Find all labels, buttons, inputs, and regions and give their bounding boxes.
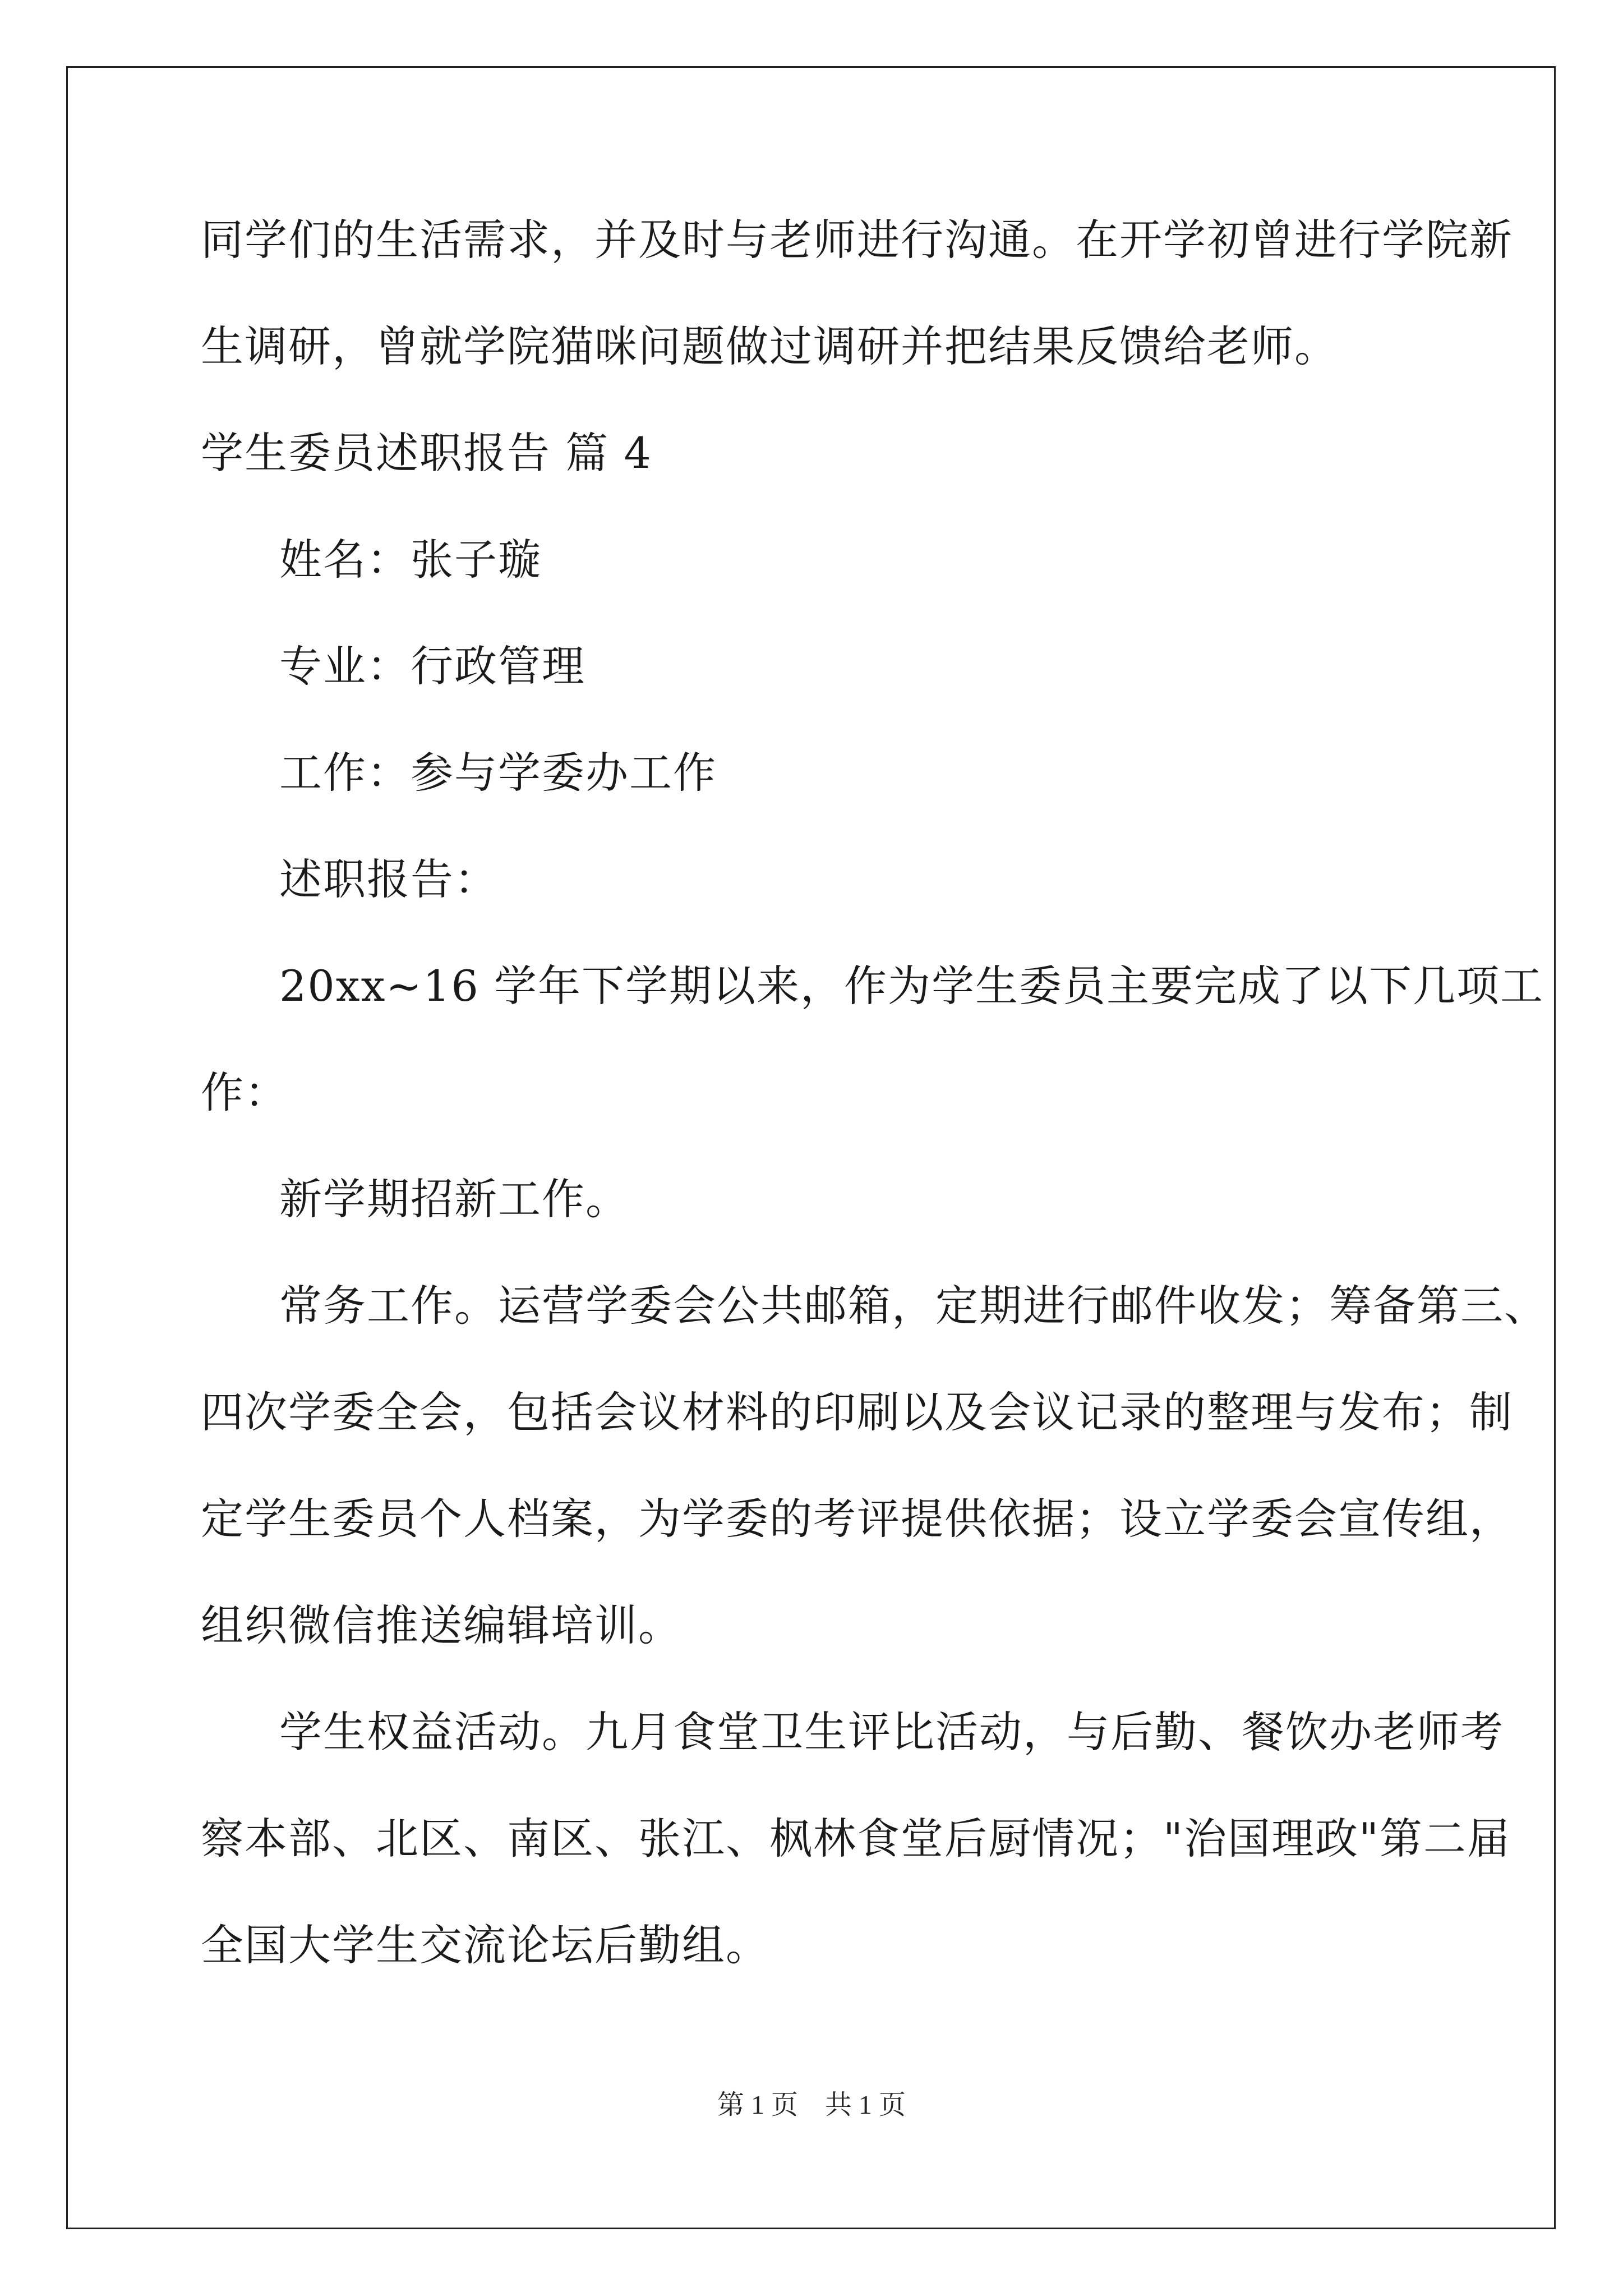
body-line-13: 定学生委员个人档案，为学委的考评提供依据；设立学委会宣传组，: [201, 1494, 1513, 1544]
body-line-14: 组织微信推送编辑培训。: [201, 1600, 682, 1650]
body-line-11: 常务工作。运营学委会公共邮箱，定期进行邮件收发；筹备第三、: [279, 1281, 1548, 1331]
body-line-10: 新学期招新工作。: [279, 1174, 629, 1224]
page-footer: 第 1 页 共 1 页: [717, 2090, 906, 2120]
body-line-16: 察本部、北区、南区、张江、枫林食堂后厨情况；"治国理政"第二届: [201, 1814, 1511, 1864]
body-line-17: 全国大学生交流论坛后勤组。: [201, 1920, 769, 1970]
major-field: 专业：行政管理: [279, 641, 585, 691]
body-line-1: 同学们的生活需求，并及时与老师进行沟通。在开学初曾进行学院新: [201, 215, 1513, 265]
body-line-8: 20xx~16 学年下学期以来，作为学生委员主要完成了以下几项工: [279, 961, 1544, 1011]
page-border: [66, 66, 1556, 2229]
body-line-15: 学生权益活动。九月食堂卫生评比活动，与后勤、餐饮办老师考: [279, 1707, 1504, 1757]
body-line-12: 四次学委全会，包括会议材料的印刷以及会议记录的整理与发布；制: [201, 1387, 1513, 1437]
report-label: 述职报告：: [279, 854, 498, 904]
section-heading: 学生委员述职报告 篇 4: [201, 428, 652, 478]
name-field: 姓名：张子璇: [279, 535, 542, 585]
work-field: 工作：参与学委办工作: [279, 748, 717, 798]
body-line-9: 作：: [201, 1068, 288, 1117]
body-line-2: 生调研，曾就学院猫咪问题做过调研并把结果反馈给老师。: [201, 321, 1338, 371]
